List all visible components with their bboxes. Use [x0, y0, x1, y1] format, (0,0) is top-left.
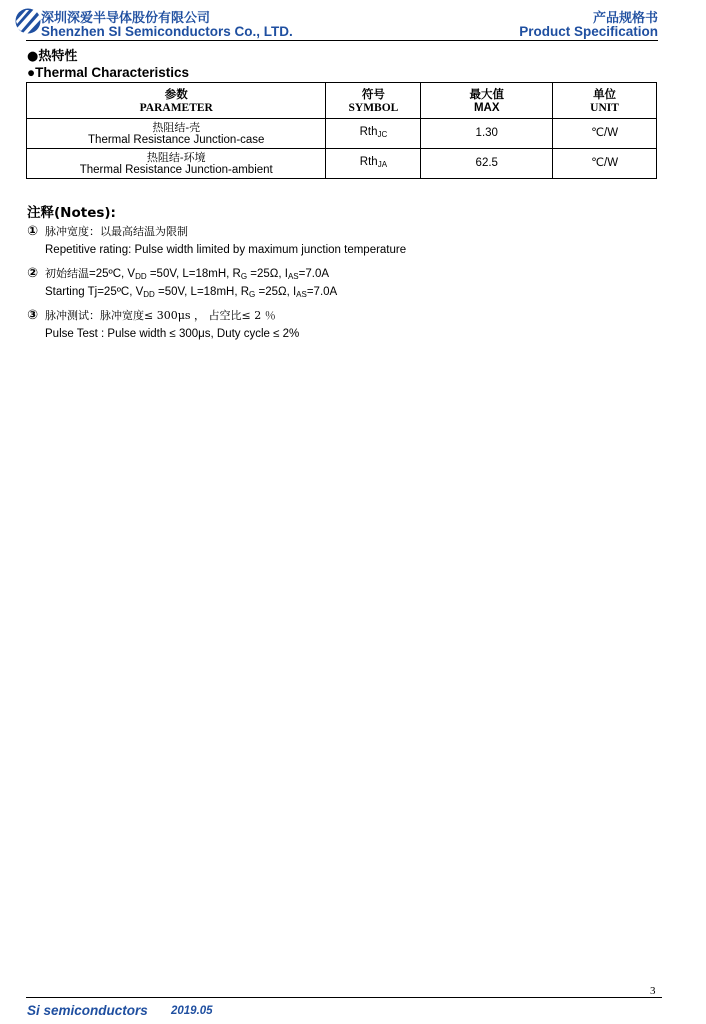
company-name-en: Shenzhen SI Semiconductors Co., LTD. [41, 24, 293, 39]
param-cell: 热阻结-环境 Thermal Resistance Junction-ambient [27, 149, 326, 179]
note-1-en: Repetitive rating: Pulse width limited by maximum junction temperature [45, 244, 407, 256]
thermal-characteristics-table [26, 82, 657, 179]
note-3-cn: ③ 脉冲测试：脉冲宽度≤ 300μs ， 占空比≤ 2 ％ [27, 307, 276, 322]
note-2-en: Starting Tj=25ºC, $V_{DD} =50V$, L=18mH, $R_G =25\Omega$, $I_{AS}=7.0A$ [45, 286, 338, 299]
table-row [27, 119, 657, 149]
doc-type-cn: 产品规格书 [592, 11, 658, 26]
header-symbol: 符号 SYMBOL [326, 83, 421, 119]
page-header [14, 4, 658, 42]
header-max: 最大值 MAX [421, 83, 553, 119]
header-divider [26, 40, 658, 41]
section-title-cn: ●热特性 [27, 49, 78, 64]
symbol-cell: Rth$_{JA}$ [326, 149, 421, 179]
symbol-cell: Rth$_{JC}$ [326, 119, 421, 149]
footer-divider [26, 997, 662, 998]
unit-cell: ℃/W [553, 119, 657, 149]
company-name-cn: 深圳深爱半导体股份有限公司 [41, 11, 211, 26]
section-title-en: ●Thermal Characteristics [27, 65, 189, 80]
footer-brand: Si semiconductors [27, 1003, 148, 1018]
header-parameter: 参数 PARAMETER [27, 83, 326, 119]
max-cell: 1.30 [421, 119, 553, 149]
table-header-row [27, 83, 657, 119]
note-1-cn: ① 脉冲宽度：以最高结温为限制 [27, 223, 188, 238]
max-cell: 62.5 [421, 149, 553, 179]
doc-type-en: Product Specification [519, 24, 658, 39]
header-unit: 单位 UNIT [553, 83, 657, 119]
note-2-cn: ② 初始结温=25ºC, $V_{DD} =50V$, L=18mH, $R_G =25\Omega$, $I_{AS}=7.0A$ [27, 265, 330, 281]
page-number: 3 [650, 985, 656, 997]
param-cell: 热阻结-壳 Thermal Resistance Junction-case [27, 119, 326, 149]
unit-cell: ℃/W [553, 149, 657, 179]
si-logo-icon [14, 6, 42, 36]
notes-title: 注释(Notes): [27, 205, 116, 221]
table-row [27, 149, 657, 179]
footer-date: 2019.05 [171, 1005, 213, 1017]
note-3-en: Pulse Test : Pulse width ≤ 300μs, Duty cycle ≤ 2% [45, 328, 300, 340]
